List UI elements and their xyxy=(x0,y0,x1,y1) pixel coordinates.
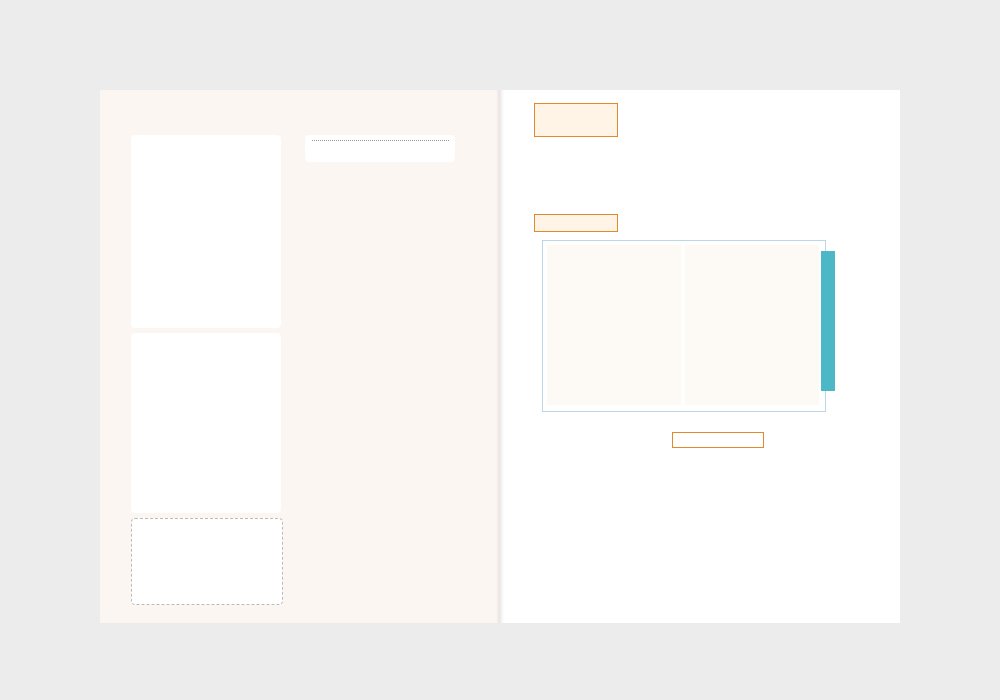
video-note-box xyxy=(131,518,283,605)
cyan-flower-ornament xyxy=(368,72,424,128)
green-flower-ornament xyxy=(416,588,454,624)
yellow-flower-ornament xyxy=(362,572,416,626)
toc-card-main xyxy=(131,135,281,328)
symbol-table xyxy=(675,450,870,600)
section-before-reading-box xyxy=(534,103,618,137)
preview-fold-steps xyxy=(543,241,825,411)
diagram-preview xyxy=(542,240,826,412)
chapter3-head xyxy=(310,140,451,144)
book-gutter xyxy=(496,90,504,623)
pink-flower-ornament xyxy=(425,72,483,130)
toc-entry[interactable] xyxy=(310,140,451,144)
section-diagram-box xyxy=(534,214,618,232)
section-symbols-box xyxy=(672,432,764,448)
toc-card-column xyxy=(131,333,281,513)
purple-flower-ornament xyxy=(305,558,365,618)
